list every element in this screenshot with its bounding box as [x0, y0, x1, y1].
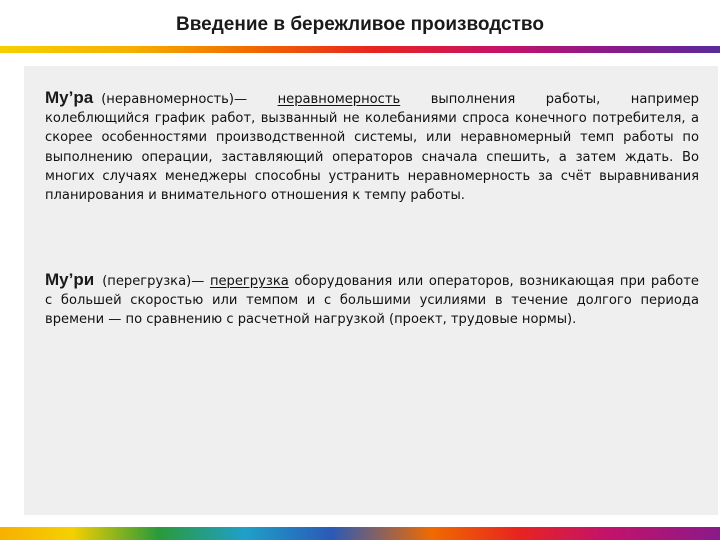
header-gradient-bar	[0, 46, 720, 53]
definition-muri	[45, 270, 699, 330]
definition-mura-body: выполнения работы, например колеблющийся график работ, вызванный не колебаниями спроса конечного потребителя, а скорее особенностями производственной системы, или неравномерный темп работы по выполнению операции, заставляющий операторов сначала спешить, а затем ждать. Во многих случаях менеджеры способны устранить неравномерность за счёт выравнивания планирования и внимательного отношения к темпу работы.	[45, 92, 699, 204]
footer-gradient-bar	[0, 527, 720, 540]
definition-mura-intro: (неравномерность)—	[101, 92, 278, 107]
definition-muri-intro: (перегрузка)—	[102, 274, 210, 289]
link-neravnomernost[interactable]: неравномерность	[277, 92, 401, 107]
definition-muri-body: оборудования или операторов, возникающая при работе с большей скоростью или темпом и с большими усилиями в течение долгого периода времени — по сравнению с расчетной нагрузкой (проект, трудовые нормы).	[45, 274, 699, 328]
definition-mura	[45, 88, 699, 205]
link-peregruzka[interactable]: перегрузка	[209, 274, 289, 289]
term-muri: Му’ри	[45, 270, 95, 289]
term-mura: Му’ра	[45, 88, 94, 107]
slide-title: Введение в бережливое производство	[176, 14, 544, 35]
